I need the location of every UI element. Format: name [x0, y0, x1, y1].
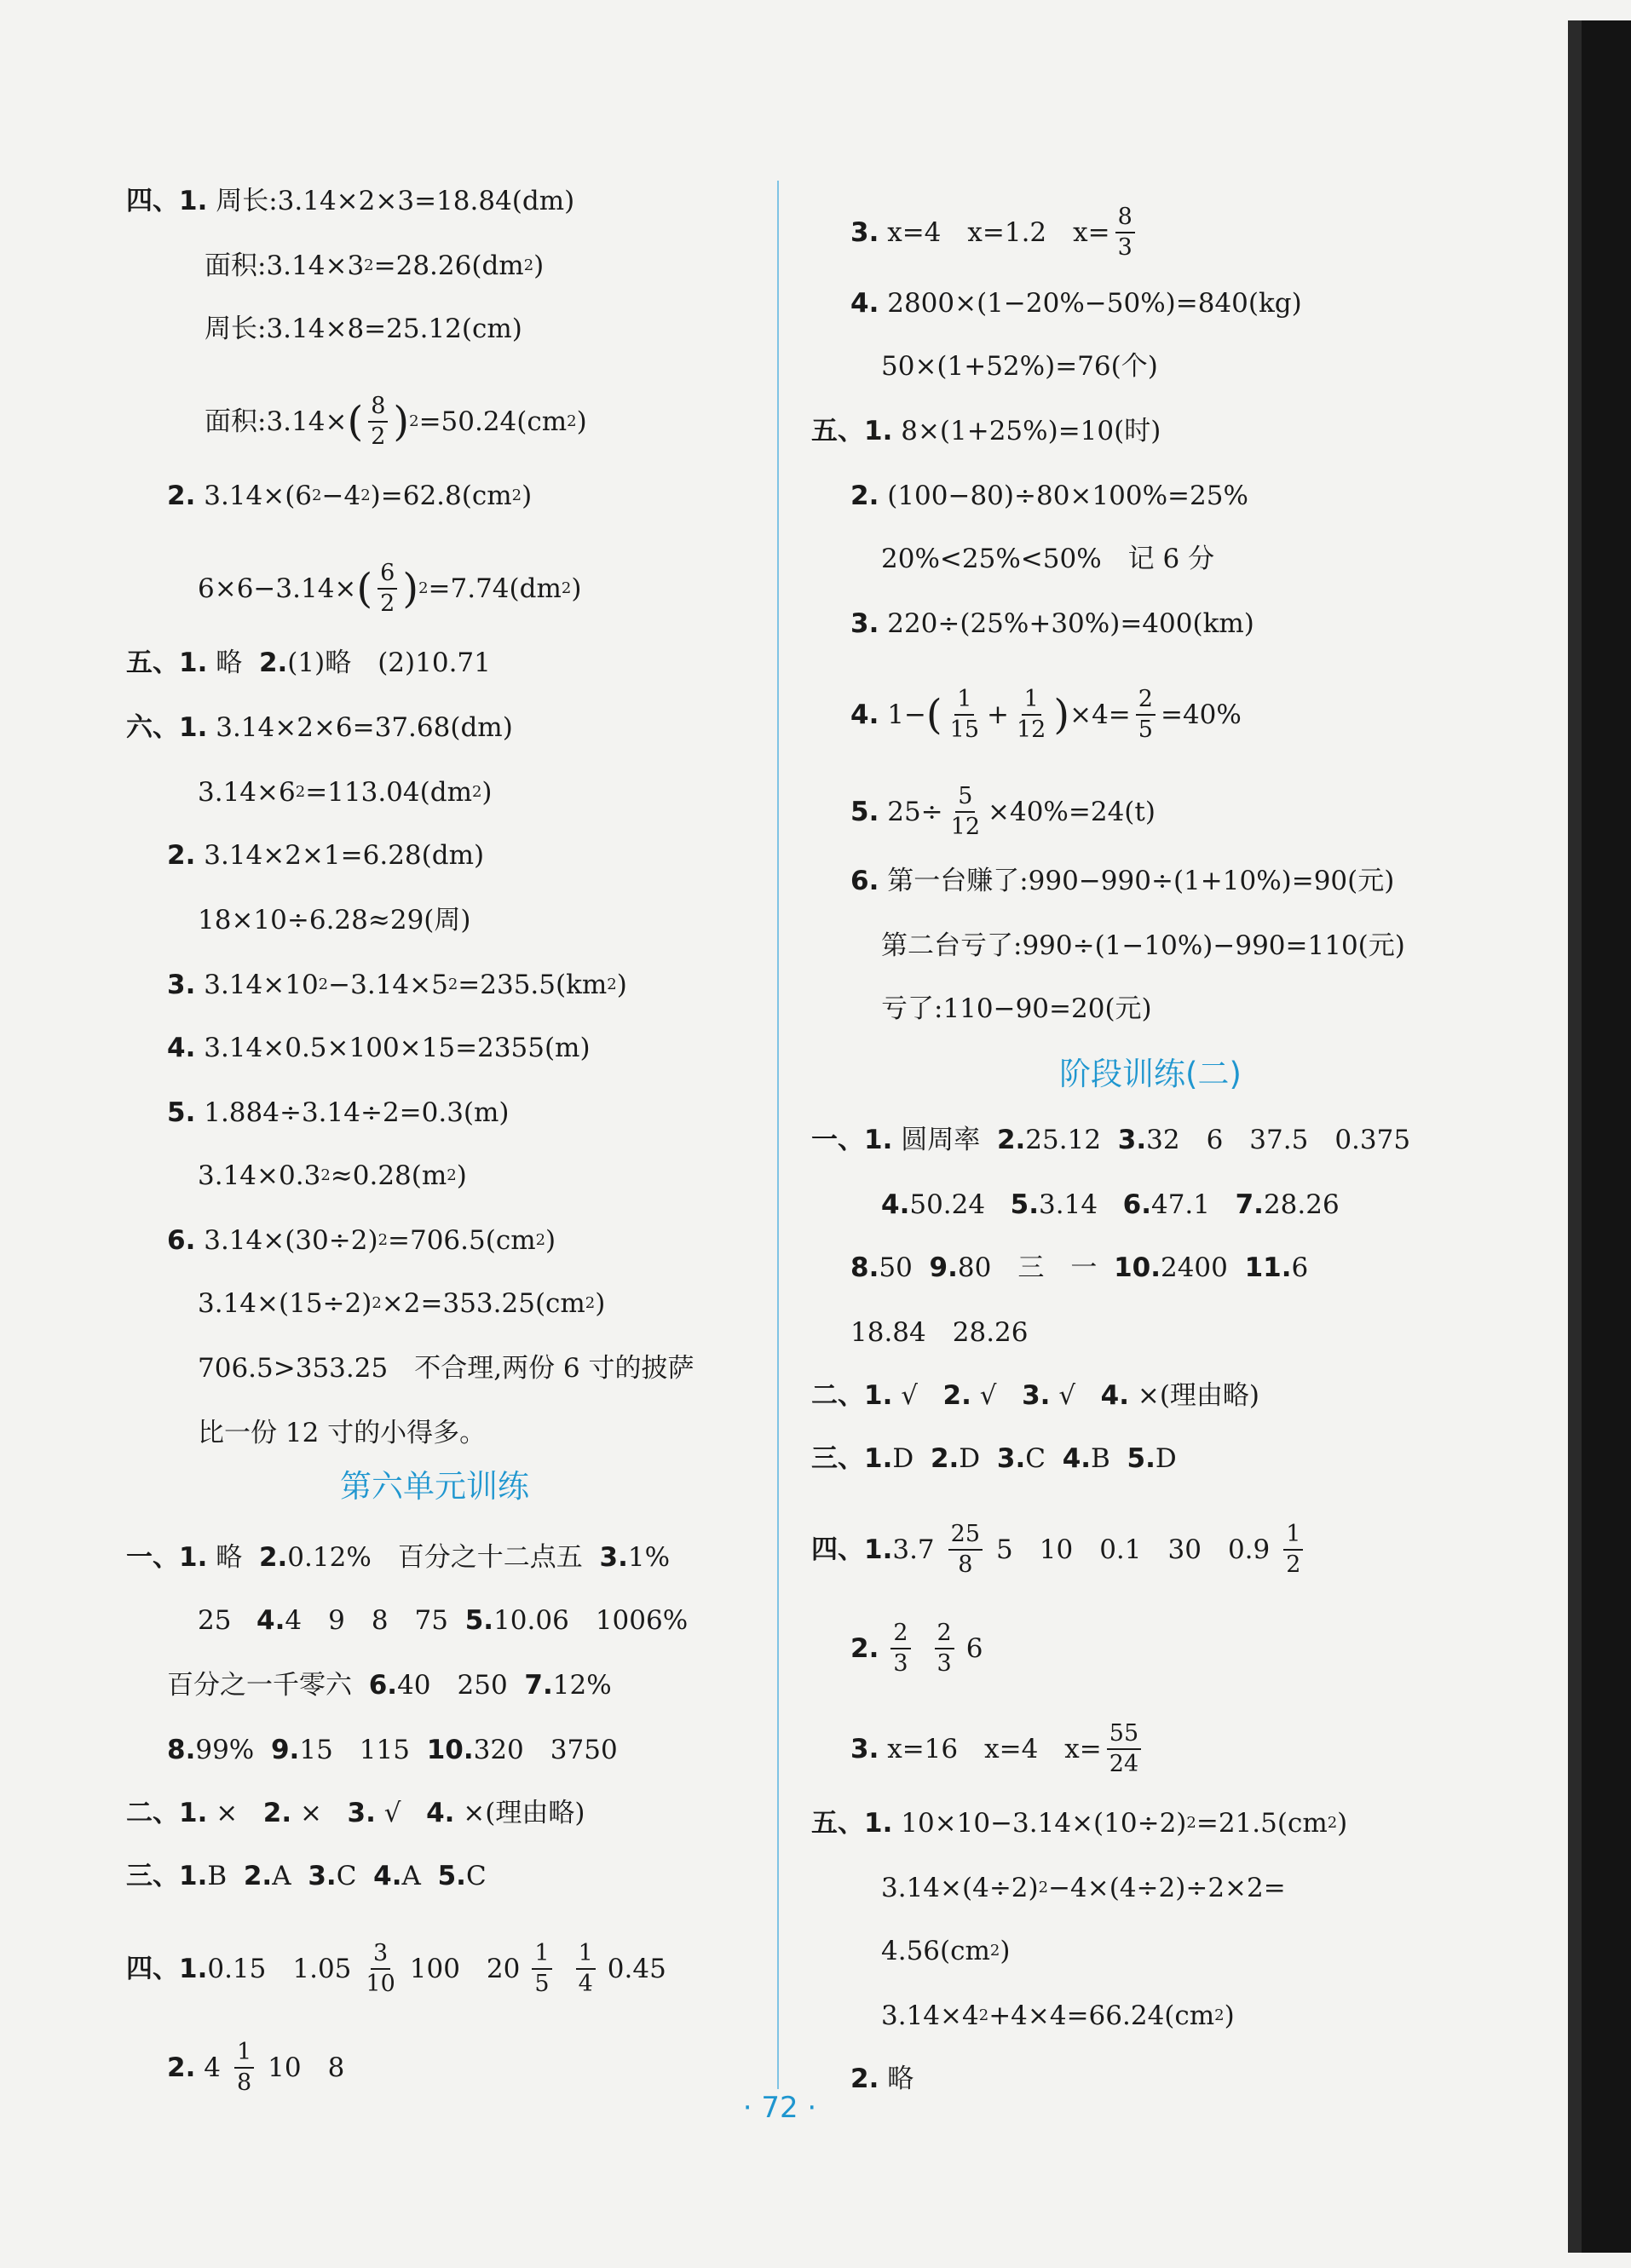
- right-line-12: 亏了:110−90=20(元): [881, 993, 1152, 1024]
- section-title-unit6: 第六单元训练: [340, 1468, 529, 1505]
- left-line-10: 2. 3.14×2×1=6.28(dm): [167, 840, 485, 871]
- right-line-7: 3. 220÷(25%+30%)=400(km): [850, 608, 1254, 639]
- right-line-1: 3. x=4 x=1.2 x= $\frac{8}{3}$: [850, 203, 1140, 262]
- left-line-14: 5. 1.884÷3.14÷2=0.3(m): [167, 1097, 510, 1128]
- right-line-8: 4. 1− ( $\frac{1}{15}$ + $\frac{1}{12}$ ) ×4= $\frac{2}{5}$ =40%: [850, 686, 1242, 743]
- left-line-20: 一、1. 略 2. 0.12% 百分之十二点五 3. 1%: [126, 1542, 671, 1573]
- fraction: $\frac{1}{4}$: [576, 1939, 596, 1999]
- right-line-22: 五、1. 10×10−3.14×(10÷2) 2 =21.5(cm 2 ): [811, 1808, 1348, 1839]
- left-line-19: 比一份 12 寸的小得多。: [198, 1418, 487, 1448]
- left-line-3: 周长:3.14×8=25.12(cm): [205, 314, 522, 344]
- right-line-5: 2. (100−80)÷80×100%=25%: [850, 481, 1248, 511]
- fraction: $\frac{6}{2}$: [377, 559, 397, 619]
- fraction: $\frac{1}{2}$: [1283, 1520, 1303, 1580]
- right-line-18: 三、1. D 2. D 3. C 4. B 5. D: [811, 1443, 1177, 1474]
- right-line-19: 四、1. 3.7 $\frac{25}{8}$ 5 10 0.1 30 0.9 $\frac{1}{2}$: [811, 1520, 1317, 1580]
- left-line-11: 18×10÷6.28≈29(周): [198, 905, 471, 935]
- right-line-6: 20%<25%<50% 记 6 分: [881, 544, 1215, 574]
- fraction: $\frac{2}{5}$: [1136, 685, 1156, 745]
- right-line-17: 二、1. √ 2. √ 3. √ 4. ×(理由略): [811, 1380, 1260, 1411]
- right-line-25: 3.14×4 2 +4×4=66.24(cm 2 ): [881, 2000, 1235, 2031]
- right-line-4: 五、1. 8×(1+25%)=10(时): [811, 416, 1161, 446]
- column-divider: [777, 181, 779, 2089]
- left-line-21: 25 4. 4 9 8 75 5. 10.06 1006%: [198, 1605, 689, 1636]
- left-line-8: 六、1. 3.14×2×6=37.68(dm): [126, 712, 513, 743]
- left-line-7: 五、1. 略 2. (1)略 (2)10.71: [126, 648, 491, 678]
- left-line-12: 3. 3.14×10 2 −3.14×5 2 =235.5(km 2 ): [167, 970, 627, 1000]
- left-line-5: 2. 3.14×(6 2 −4 2 )=62.8(cm 2 ): [167, 481, 533, 511]
- scan-edge: [1582, 20, 1631, 2253]
- fraction: $\frac{1}{12}$: [1017, 686, 1046, 743]
- fraction: $\frac{55}{24}$: [1107, 1719, 1141, 1779]
- right-line-23: 3.14×(4÷2) 2 −4×(4÷2)÷2×2=: [881, 1873, 1286, 1903]
- left-line-27: 2. 4 $\frac{1}{8}$ 10 8: [167, 2039, 345, 2096]
- fraction: $\frac{8}{3}$: [1115, 203, 1135, 262]
- fraction: $\frac{3}{10}$: [366, 1940, 395, 1997]
- right-line-13: 一、1. 圆周率 2. 25.12 3. 32 6 37.5 0.375: [811, 1125, 1411, 1155]
- right-line-9: 5. 25÷ $\frac{5}{12}$ ×40%=24(t): [850, 783, 1156, 840]
- right-line-26: 2. 略: [850, 2064, 914, 2094]
- left-line-18: 706.5>353.25 不合理,两份 6 寸的披萨: [198, 1353, 694, 1384]
- left-line-1: 四、1. 周长:3.14×2×3=18.84(dm): [126, 186, 575, 216]
- fraction: $\frac{2}{3}$: [935, 1619, 954, 1678]
- fraction: $\frac{8}{2}$: [368, 392, 388, 452]
- fraction: $\frac{2}{3}$: [890, 1619, 910, 1678]
- left-line-2: 面积:3.14×3 2 =28.26(dm 2 ): [205, 250, 545, 281]
- right-line-14: 4. 50.24 5. 3.14 6. 47.1 7. 28.26: [881, 1189, 1340, 1220]
- left-line-9: 3.14×6 2 =113.04(dm 2 ): [198, 777, 493, 808]
- right-line-24: 4.56(cm 2 ): [881, 1936, 1011, 1966]
- right-line-16: 18.84 28.26: [850, 1317, 1029, 1348]
- right-line-15: 8. 50 9. 80 三 一 10. 2400 11. 6: [850, 1252, 1309, 1283]
- left-line-23: 8. 99% 9. 15 115 10. 320 3750: [167, 1735, 618, 1765]
- left-line-15: 3.14×0.3 2 ≈0.28(m 2 ): [198, 1160, 467, 1191]
- right-line-21: 3. x=16 x=4 x= $\frac{55}{24}$: [850, 1719, 1146, 1779]
- left-line-4: 面积:3.14× ( $\frac{8}{2}$ ) 2 =50.24(cm 2 ): [205, 393, 587, 450]
- left-line-16: 6. 3.14×(30÷2) 2 =706.5(cm 2 ): [167, 1225, 556, 1256]
- right-line-20: 2. $\frac{2}{3}$ $\frac{2}{3}$ 6: [850, 1620, 983, 1677]
- fraction: $\frac{1}{8}$: [234, 2038, 254, 2098]
- right-line-11: 第二台亏了:990÷(1−10%)−990=110(元): [881, 930, 1405, 961]
- fraction: $\frac{5}{12}$: [950, 783, 980, 840]
- left-line-26: 四、1. 0.15 1.05 $\frac{3}{10}$ 100 20 $\frac{1}{5}$ $\frac{1}{4}$ 0.45: [126, 1940, 666, 1997]
- left-line-6: 6×6−3.14× ( $\frac{6}{2}$ ) 2 =7.74(dm 2 ): [198, 560, 582, 617]
- right-line-3: 50×(1+52%)=76(个): [881, 351, 1158, 382]
- right-line-2: 4. 2800×(1−20%−50%)=840(kg): [850, 288, 1302, 319]
- section-title-stage2: 阶段训练(二): [1059, 1056, 1242, 1092]
- fraction: $\frac{1}{15}$: [949, 686, 980, 743]
- right-line-10: 6. 第一台赚了:990−990÷(1+10%)=90(元): [850, 866, 1395, 896]
- left-line-13: 4. 3.14×0.5×100×15=2355(m): [167, 1033, 591, 1063]
- left-line-25: 三、1. B 2. A 3. C 4. A 5. C: [126, 1861, 487, 1891]
- fraction: $\frac{25}{8}$: [948, 1520, 983, 1580]
- left-line-22: 百分之一千零六 6. 40 250 7. 12%: [167, 1670, 612, 1701]
- page-number: · 72 ·: [742, 2091, 817, 2125]
- left-line-17: 3.14×(15÷2) 2 ×2=353.25(cm 2 ): [198, 1288, 606, 1319]
- fraction: $\frac{1}{5}$: [532, 1939, 551, 1999]
- left-line-24: 二、1. × 2. × 3. √ 4. ×(理由略): [126, 1798, 585, 1828]
